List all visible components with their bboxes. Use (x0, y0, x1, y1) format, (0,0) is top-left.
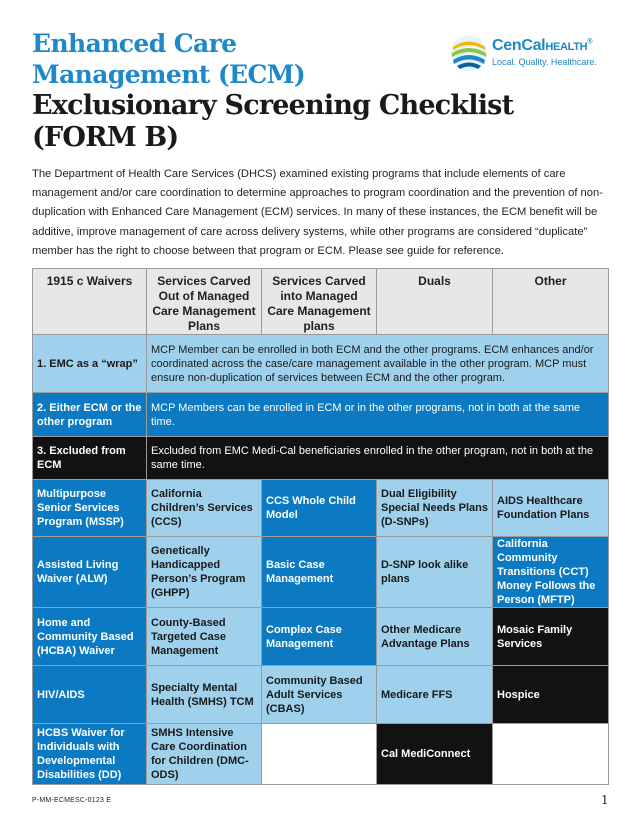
title-line-3: Exclusionary Screening Checklist (32, 90, 514, 121)
table-row (33, 666, 609, 724)
title-line-4: (FORM B) (32, 122, 179, 153)
column-header: 1915 c Waivers (33, 269, 147, 335)
rule-text: Excluded from EMC Medi-Cal beneficiaries enrolled in the other program, not in both at the same time. (147, 437, 609, 480)
column-header: Services Carved into Managed Care Management plans (262, 269, 377, 335)
program-cell: HIV/AIDS (33, 666, 147, 724)
table-row (33, 608, 609, 666)
program-cell: Assisted Living Waiver (ALW) (33, 537, 147, 608)
program-cell: Medicare FFS (377, 666, 493, 724)
table-row (33, 537, 609, 608)
intro-paragraph: The Department of Health Care Services (DHCS) examined existing programs that include elements of care management and/or care coordination to determine approaches to program coordination and the prevention of non-duplication with Enhanced Care Management (ECM) services. In many of these instances, the ECM benefit will be additive, improve management of care across delivery systems, while other programs are considered “duplicate” member has the right to choose between that program or ECM. Please see guide for reference. (32, 168, 603, 257)
program-cell: Complex Case Management (262, 608, 377, 666)
program-cell: Other Medicare Advantage Plans (377, 608, 493, 666)
logo-tagline: Local. Quality. Healthcare. (492, 57, 597, 67)
program-cell: Genetically Handicapped Person’s Program (GHPP) (147, 537, 262, 608)
table-row (33, 724, 609, 785)
program-cell: Hospice (493, 666, 609, 724)
program-cell: CCS Whole Child Model (262, 480, 377, 537)
cencal-health-logo (450, 34, 610, 74)
program-cell: HCBS Waiver for Individuals with Developmental Disabilities (DD) (33, 724, 147, 785)
program-cell: D-SNP look alike plans (377, 537, 493, 608)
program-cell: SMHS Intensive Care Coordination for Children (DMC-ODS) (147, 724, 262, 785)
program-cell: Mosaic Family Services (493, 608, 609, 666)
program-cell: AIDS Healthcare Foundation Plans (493, 480, 609, 537)
form-code: P-MM-ECMESC-0123 E (32, 797, 112, 804)
rule-text: MCP Members can be enrolled in ECM or in the other programs, not in both at the same time. (147, 393, 609, 437)
rule-row-excluded (33, 437, 609, 480)
column-header: Other (493, 269, 609, 335)
logo-wordmark: CenCalHEALTH® (492, 37, 593, 54)
rule-row-either (33, 393, 609, 437)
title-line-1: Enhanced Care (32, 29, 237, 58)
column-header: Duals (377, 269, 493, 335)
program-cell: Home and Community Based (HCBA) Waiver (33, 608, 147, 666)
table-header-row (33, 269, 609, 335)
table-row (33, 480, 609, 537)
program-cell: Multipurpose Senior Services Program (MSSP) (33, 480, 147, 537)
program-cell: Cal MediConnect (377, 724, 493, 785)
program-cell: Dual Eligibility Special Needs Plans (D-SNPs) (377, 480, 493, 537)
cencal-wave-icon (450, 34, 488, 72)
screening-checklist-table (32, 268, 609, 785)
program-cell: Basic Case Management (262, 537, 377, 608)
rule-text: MCP Member can be enrolled in both ECM and the other programs. ECM enhances and/or coordinated across the case/care management available in the other program. MCP must ensure non-duplication of services between ECM and the other program. (147, 335, 609, 393)
program-cell (262, 724, 377, 785)
title-line-2: Management (ECM) (32, 60, 306, 89)
program-cell: Community Based Adult Services (CBAS) (262, 666, 377, 724)
rule-row-wrap (33, 335, 609, 393)
program-cell: Specialty Mental Health (SMHS) TCM (147, 666, 262, 724)
column-header: Services Carved Out of Managed Care Management Plans (147, 269, 262, 335)
program-cell (493, 724, 609, 785)
rule-label: 2. Either ECM or the other program (33, 393, 147, 437)
page-number: 1 (601, 793, 609, 807)
program-cell: County-Based Targeted Case Management (147, 608, 262, 666)
program-cell: California Children’s Services (CCS) (147, 480, 262, 537)
program-cell: California Community Transitions (CCT) Money Follows the Person (MFTP) (493, 537, 609, 608)
rule-label: 3. Excluded from ECM (33, 437, 147, 480)
rule-label: 1. EMC as a “wrap” (33, 335, 147, 393)
